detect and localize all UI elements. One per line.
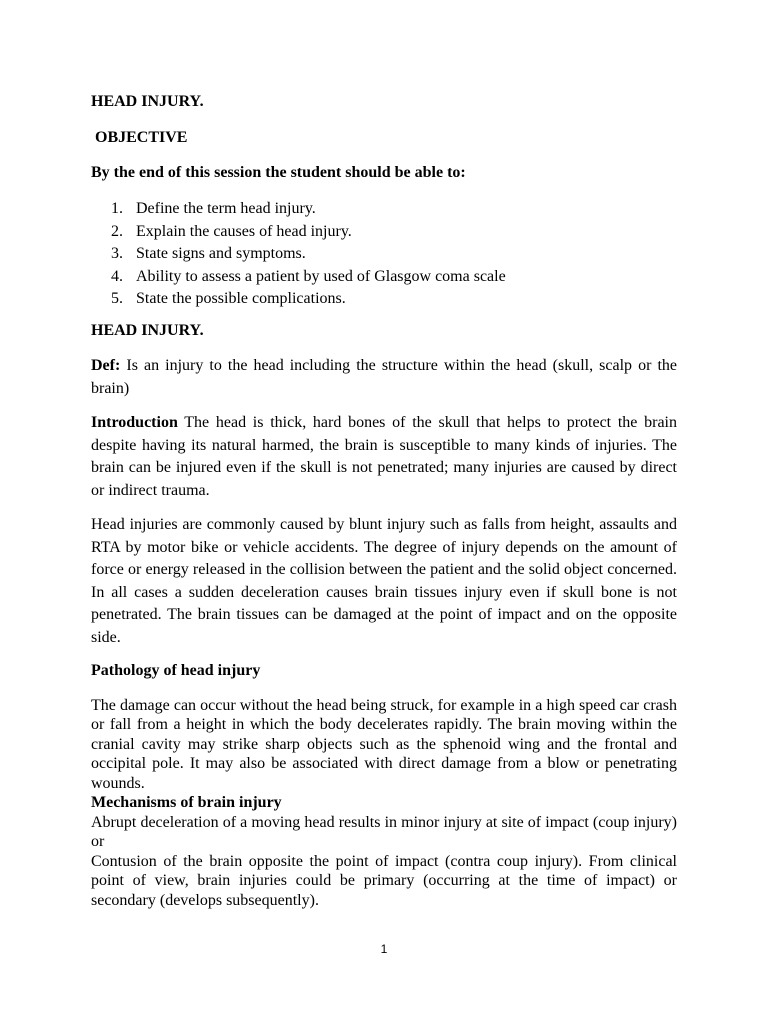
causes-paragraph: Head injuries are commonly caused by blunt injury such as falls from height, assaults and RTA by motor bike or vehicle accidents. The degree of injury depends on the amount of force or energy released in the collision between the patient and the solid object concerned. In all cases a sudden deceleration causes brain tissues injury even if skull bone is not penetrated. The brain tissues can be damaged at the point of impact and on the opposite side. <box>91 516 677 646</box>
list-item <box>91 266 677 289</box>
objective-intro: By the end of this session the student should be able to: <box>91 164 466 181</box>
objectives-list <box>91 198 677 311</box>
mechanisms-paragraph-1: Abrupt deceleration of a moving head results in minor injury at site of impact (coup injury) or <box>91 814 677 851</box>
objective-heading: OBJECTIVE <box>95 129 188 146</box>
mechanisms-paragraph-2: Contusion of the brain opposite the point of impact (contra coup injury). From clinical point of view, brain injuries could be primary (occurring at the time of impact) or secondary (develops subsequently). <box>91 853 677 909</box>
document-title: HEAD INJURY. <box>91 93 204 110</box>
definition-label: Def: <box>91 357 121 374</box>
section-heading: HEAD INJURY. <box>91 322 204 339</box>
list-item <box>91 288 677 311</box>
list-item <box>91 221 677 244</box>
list-item-number: 3. <box>111 245 123 262</box>
list-item-number: 1. <box>111 200 123 217</box>
definition-text: Is an injury to the head including the structure within the head (skull, scalp or the brain) <box>91 357 677 397</box>
introduction-label: Introduction <box>91 414 178 431</box>
list-item-text: State the possible complications. <box>136 290 346 307</box>
list-item-text: Define the term head injury. <box>136 200 316 217</box>
list-item <box>91 243 677 266</box>
pathology-heading: Pathology of head injury <box>91 662 261 679</box>
pathology-paragraph: The damage can occur without the head being struck, for example in a high speed car crash or fall from a height in which the body decelerates rapidly. The brain moving within the cranial cavity may strike sharp objects such as the sphenoid wing and the frontal and occipital pole. It may also be associated with direct damage from a blow or penetrating wounds. <box>91 697 677 792</box>
list-item <box>91 198 677 221</box>
list-item-text: Ability to assess a patient by used of Glasgow coma scale <box>136 267 506 285</box>
definition-paragraph <box>91 355 677 400</box>
mechanisms-heading: Mechanisms of brain injury <box>91 794 282 811</box>
introduction-paragraph <box>91 412 677 502</box>
list-item-number: 5. <box>111 290 123 307</box>
page-number: 1 <box>380 942 388 956</box>
list-item-number: 2. <box>111 222 123 240</box>
list-item-text: Explain the causes of head injury. <box>136 222 352 240</box>
introduction-text: The head is thick, hard bones of the skull that helps to protect the brain despite having its natural harmed, the brain is susceptible to many kinds of injuries. The brain can be injured even if the skull is not penetrated; many injuries are caused by direct or indirect trauma. <box>91 414 677 499</box>
list-item-text: State signs and symptoms. <box>136 245 306 262</box>
list-item-number: 4. <box>111 267 123 285</box>
